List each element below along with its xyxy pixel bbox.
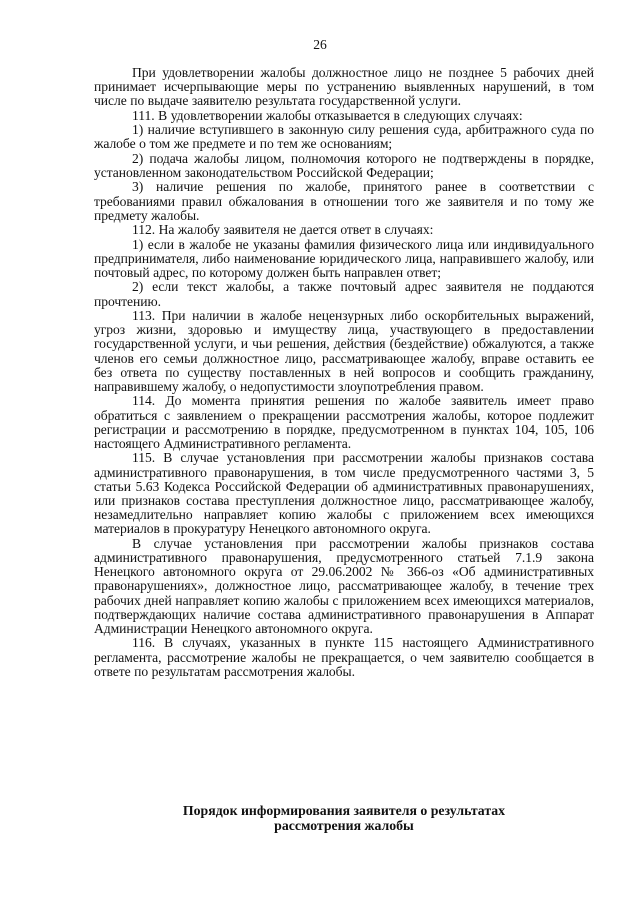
paragraph-112-item-2: 2) если текст жалобы, а также почтовый адрес заявителя не поддаются прочтению. xyxy=(94,279,594,309)
paragraph-116: 116. В случаях, указанных в пункте 115 настоящего Административного регламента, рассмотрение жалобы не прекращается, о чем заявителю сообщается в ответе по результатам рассмотрения жалобы. xyxy=(94,635,594,679)
paragraph-111-item-1: 1) наличие вступившего в законную силу решения суда, арбитражного суда по жалобе о том же предмете и по тем же основаниям; xyxy=(94,122,594,152)
paragraph-111-item-3: 3) наличие решения по жалобе, принятого ранее в соответствии с требованиями правил обжалования в отношении того же заявителя и по тому же предмету жалобы. xyxy=(94,179,594,223)
paragraph-114: 114. До момента принятия решения по жалобе заявитель имеет право обратиться с заявлением о прекращении рассмотрения жалобы, которое подлежит регистрации и рассмотрению в порядке, предусмотренном в пунктах 104, 105, 106 настоящего Административного регламента. xyxy=(94,393,594,451)
body-text xyxy=(94,66,594,679)
paragraph-112-item-1: 1) если в жалобе не указаны фамилия физического лица или индивидуального предпринимателя, либо наименование юридического лица, направившего жалобу, или почтовый адрес, по которому должен быть направлен ответ; xyxy=(94,236,594,280)
section-heading-line-1: Порядок информирования заявителя о результатах xyxy=(182,803,506,818)
paragraph-111: 111. В удовлетворении жалобы отказывается в следующих случаях: xyxy=(132,107,523,123)
section-heading xyxy=(94,803,594,833)
paragraph-115: 115. В случае установления при рассмотрении жалобы признаков состава административного правонарушения, в том числе предусмотренного частями 3, 5 статьи 5.63 Кодекса Российской Федерации об административных правонарушениях, или признаков состава преступления должностное лицо, рассматривающее жалобу, незамедлительно направляет копию жалобы с приложением всех имеющихся материалов в прокуратуру Ненецкого автономного округа. xyxy=(94,450,594,537)
section-heading-line-2: рассмотрения жалобы xyxy=(274,818,414,833)
paragraph-115-continuation: В случае установления при рассмотрении жалобы признаков состава административного правонарушения, предусмотренного статьей 7.1.9 закона Ненецкого автономного округа от 29.06.2002 № 366-оз «Об административных правонарушениях», должностное лицо, рассматривающее жалобу, в течение трех рабочих дней направляет копию жалобы с приложением всех имеющихся материалов, подтверждающих наличие состава административного правонарушения в Аппарат Администрации Ненецкого автономного округа. xyxy=(94,535,594,636)
page-number: 26 xyxy=(313,37,327,52)
paragraph-112: 112. На жалобу заявителя не дается ответ в случаях: xyxy=(132,222,434,238)
paragraph-satisfaction-measures: При удовлетворении жалобы должностное лицо не позднее 5 рабочих дней принимает исчерпывающие меры по устранению выявленных нарушений, в том числе по выдаче заявителю результата государственной услуги. xyxy=(94,65,594,109)
paragraph-111-item-2: 2) подача жалобы лицом, полномочия которого не подтверждены в порядке, установленном законодательством Российской Федерации; xyxy=(94,150,594,180)
paragraph-113: 113. При наличии в жалобе нецензурных либо оскорбительных выражений, угроз жизни, здоровью и имуществу лица, участвующего в предоставлении государственной услуги, и чьи решения, действия (бездействие) обжалуются, а также членов его семьи должностное лицо, рассматривающее жалобу, вправе оставить ее без ответа по существу поставленных в ней вопросов и сообщить гражданину, направившему жалобу, о недопустимости злоупотребления правом. xyxy=(94,307,594,394)
